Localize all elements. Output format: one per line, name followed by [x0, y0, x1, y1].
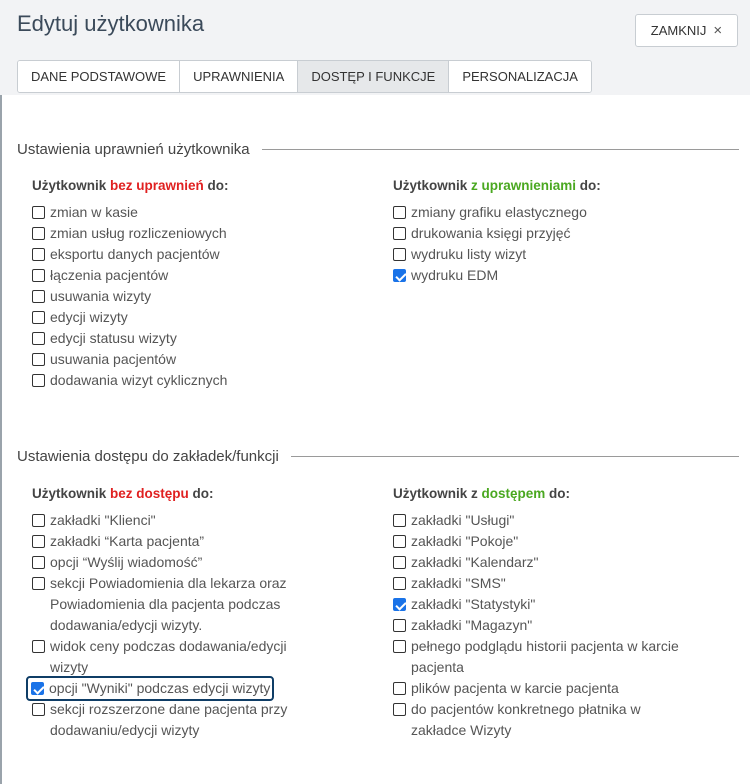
checkbox-item[interactable] [393, 699, 683, 741]
permissions-with-heading: Użytkownik z uprawnieniami do: [393, 178, 601, 193]
checkbox-item[interactable] [393, 223, 683, 244]
checkbox[interactable] [393, 206, 406, 219]
checkbox-item[interactable] [32, 307, 322, 328]
checkbox-label: zakładki "Kalendarz" [411, 554, 539, 570]
checkbox-label: usuwania pacjentów [50, 351, 177, 367]
checkbox[interactable] [32, 556, 45, 569]
access-with-heading: Użytkownik z dostępem do: [393, 486, 571, 501]
checkbox[interactable] [32, 374, 45, 387]
checkbox-label: zakładki "SMS" [411, 575, 506, 591]
checkbox[interactable] [32, 206, 45, 219]
checkbox-item[interactable] [393, 531, 683, 552]
checkbox-label: do pacjentów konkretnego płatnika w zakładce Wizyty [411, 701, 641, 738]
checkbox-label: wydruku EDM [411, 267, 499, 283]
access-section-title [17, 446, 739, 466]
permissions-without-heading: Użytkownik bez uprawnień do: [32, 178, 229, 193]
checkbox[interactable] [393, 227, 406, 240]
checkbox[interactable] [32, 332, 45, 345]
checkbox-item[interactable] [32, 699, 322, 741]
tab-dostep-i-funkcje[interactable]: DOSTĘP I FUNKCJE [298, 61, 449, 92]
dialog-title: Edytuj użytkownika [17, 11, 205, 36]
access-with-column [393, 484, 683, 741]
checkbox-label: zakładki "Pokoje" [411, 533, 519, 549]
section-divider [262, 149, 739, 150]
checkbox-label: zmian usług rozliczeniowych [50, 225, 227, 241]
checkbox-label: sekcji rozszerzone dane pacjenta przy dodawaniu/edycji wizyty [50, 701, 288, 738]
checkbox-label: zakładki "Magazyn" [411, 617, 533, 633]
checkbox[interactable] [393, 535, 406, 548]
checkbox-item[interactable] [32, 636, 322, 678]
checkbox[interactable] [393, 556, 406, 569]
checkbox[interactable] [32, 577, 45, 590]
checkbox-item[interactable] [393, 244, 683, 265]
permissions-section-label: Ustawienia uprawnień użytkownika [17, 140, 250, 158]
tab-personalizacja[interactable]: PERSONALIZACJA [449, 61, 591, 92]
checkbox-item[interactable] [32, 244, 322, 265]
checkbox-item[interactable] [393, 636, 683, 678]
checkbox-item[interactable] [393, 678, 683, 699]
checkbox-label: opcji “Wyślij wiadomość” [50, 554, 203, 570]
checkbox-label: zakładki “Karta pacjenta” [50, 533, 205, 549]
checkbox[interactable] [32, 269, 45, 282]
checkbox-item[interactable] [32, 328, 322, 349]
checkbox-label: zmian w kasie [50, 204, 138, 220]
permissions-without-column [32, 176, 322, 391]
access-section-label: Ustawienia dostępu do zakładek/funkcji [17, 447, 279, 465]
checkbox-item[interactable] [393, 265, 683, 286]
checkbox-label: wydruku listy wizyt [411, 246, 527, 262]
checkbox-label: łączenia pacjentów [50, 267, 169, 283]
checkbox-checked[interactable] [31, 682, 44, 695]
checkbox-item[interactable] [32, 531, 322, 552]
checkbox-label: opcji "Wyniki" podczas edycji wizyty [49, 680, 271, 696]
checkbox[interactable] [32, 514, 45, 527]
checkbox[interactable] [32, 248, 45, 261]
close-button-label: ZAMKNIJ [650, 23, 707, 38]
tab-bar [17, 60, 592, 93]
checkbox-item[interactable] [393, 552, 683, 573]
checkbox[interactable] [32, 535, 45, 548]
checkbox-item[interactable] [393, 573, 683, 594]
checkbox[interactable] [393, 703, 406, 716]
checkbox-label: usuwania wizyty [50, 288, 152, 304]
checkbox-item[interactable] [32, 370, 322, 391]
checkbox[interactable] [393, 514, 406, 527]
checkbox-label: zakładki "Statystyki" [411, 596, 536, 612]
checkbox-label: zakładki "Usługi" [411, 512, 515, 528]
access-without-column [32, 484, 322, 741]
checkbox-checked[interactable] [393, 598, 406, 611]
checkbox[interactable] [393, 619, 406, 632]
checkbox-label: zmiany grafiku elastycznego [411, 204, 587, 220]
checkbox-label: eksportu danych pacjentów [50, 246, 220, 262]
checkbox-label: edycji wizyty [50, 309, 128, 325]
checkbox-item[interactable] [32, 349, 322, 370]
dialog-header [0, 0, 750, 95]
permissions-section-title [17, 139, 739, 159]
close-button[interactable] [635, 14, 738, 47]
checkbox-label: sekcji Powiadomienia dla lekarza oraz Powiadomienia dla pacjenta podczas dodawania/edycji wizyty. [50, 575, 287, 633]
checkbox[interactable] [393, 248, 406, 261]
checkbox[interactable] [393, 577, 406, 590]
checkbox-item[interactable] [32, 552, 322, 573]
checkbox-item[interactable] [393, 594, 683, 615]
checkbox[interactable] [393, 640, 406, 653]
checkbox[interactable] [32, 353, 45, 366]
checkbox-label: widok ceny podczas dodawania/edycji wizyty [50, 638, 287, 675]
checkbox-label: plików pacjenta w karcie pacjenta [411, 680, 619, 696]
checkbox-item[interactable] [32, 223, 322, 244]
checkbox[interactable] [32, 703, 45, 716]
checkbox[interactable] [32, 227, 45, 240]
window-edge [0, 0, 2, 784]
tab-uprawnienia[interactable]: UPRAWNIENIA [180, 61, 298, 92]
checkbox-item[interactable] [32, 202, 322, 223]
section-divider [291, 456, 739, 457]
checkbox-label: edycji statusu wizyty [50, 330, 177, 346]
checkbox-label: pełnego podglądu historii pacjenta w karcie pacjenta [411, 638, 679, 675]
checkbox[interactable] [32, 311, 45, 324]
checkbox-item[interactable] [32, 573, 322, 636]
checkbox-label: zakładki "Klienci" [50, 512, 156, 528]
checkbox-item[interactable] [28, 678, 272, 699]
checkbox-item[interactable] [32, 510, 322, 531]
checkbox-label: dodawania wizyt cyklicznych [50, 372, 228, 388]
checkbox-item[interactable] [32, 265, 322, 286]
checkbox[interactable] [393, 682, 406, 695]
close-icon: × [713, 22, 723, 39]
checkbox-item[interactable] [32, 286, 322, 307]
checkbox-checked[interactable] [393, 269, 406, 282]
checkbox-label: drukowania księgi przyjęć [411, 225, 571, 241]
checkbox-item[interactable] [393, 510, 683, 531]
tab-dane-podstawowe[interactable]: DANE PODSTAWOWE [18, 61, 180, 92]
checkbox[interactable] [32, 290, 45, 303]
checkbox-item[interactable] [393, 202, 683, 223]
checkbox[interactable] [32, 640, 45, 653]
checkbox-item[interactable] [393, 615, 683, 636]
access-without-heading: Użytkownik bez dostępu do: [32, 486, 214, 501]
permissions-with-column [393, 176, 683, 286]
